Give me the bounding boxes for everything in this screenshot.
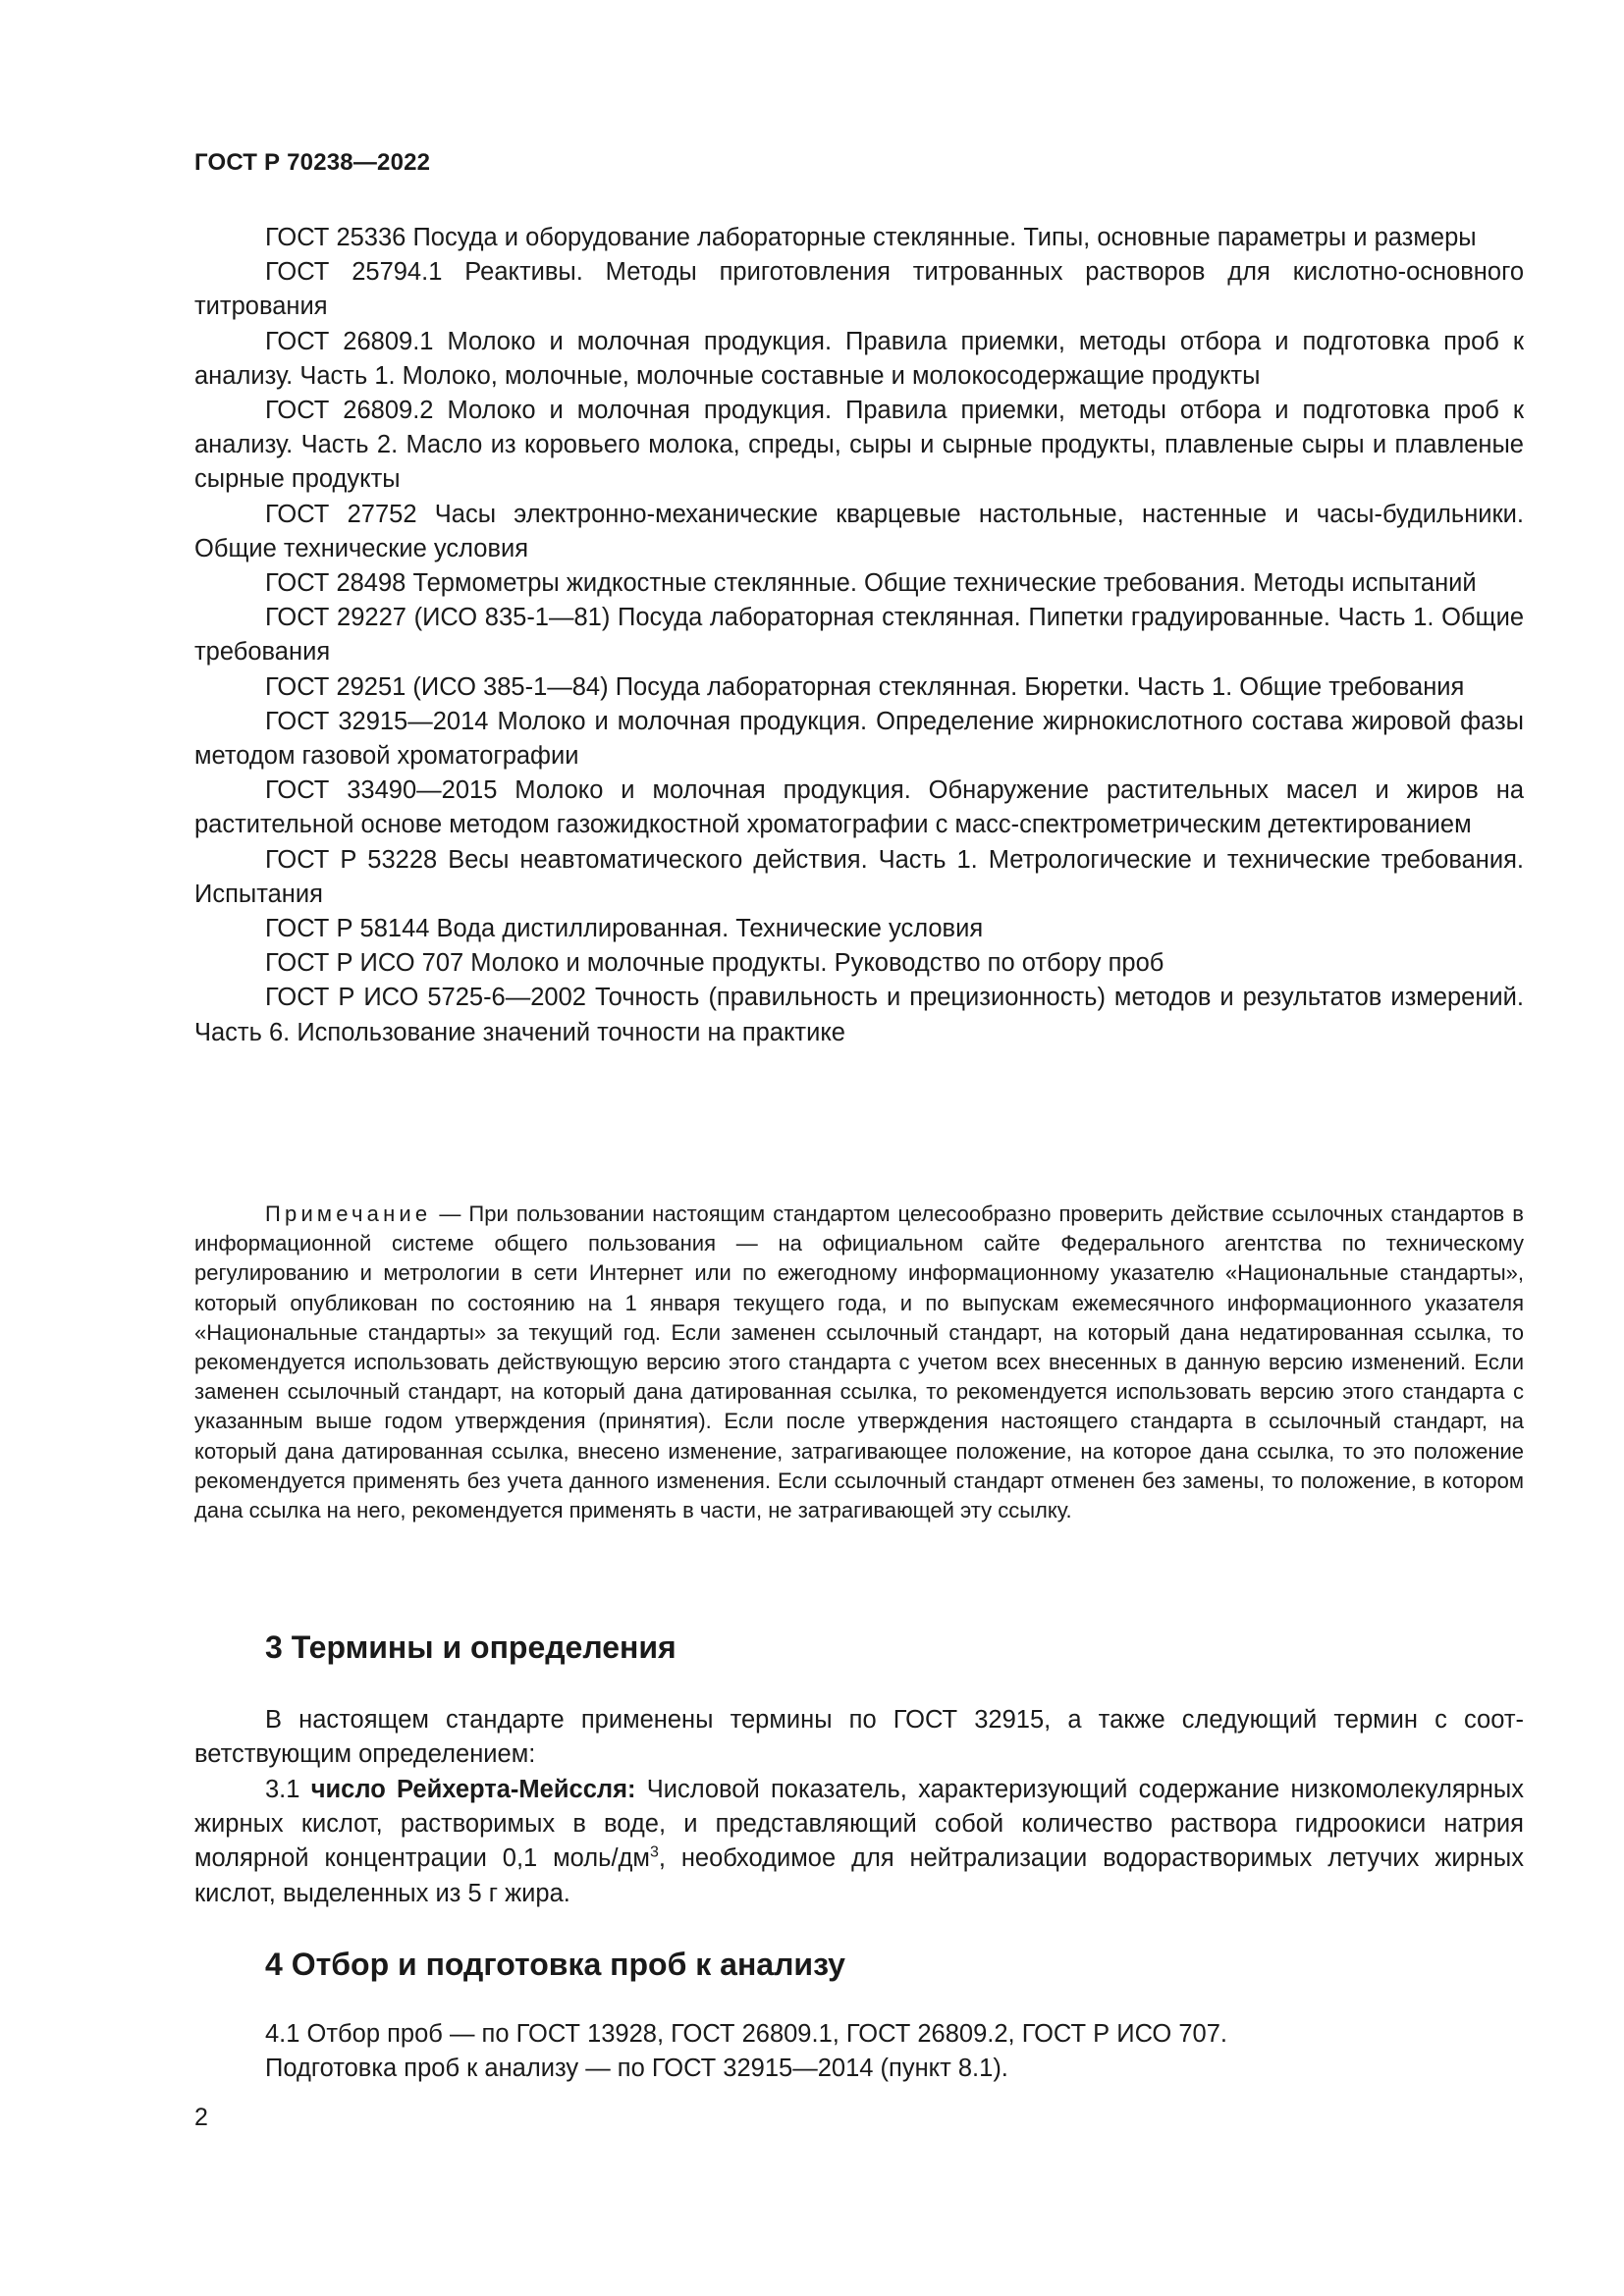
reference-title: Посуда лабораторная стеклянная. Пипетки градуированные. Часть 1. Общие требования — [194, 604, 1524, 667]
reference-title: Молоко и молочная продукция. Определение жирнокислотного состава жировой фазы методом газовой хроматографии — [194, 707, 1524, 771]
reference-code: ГОСТ 32915—2014 — [265, 707, 489, 735]
reference-item — [194, 981, 1524, 1049]
section-4-paragraph-2: Подготовка проб к анализу — по ГОСТ 32915—2014 (пункт 8.1). — [265, 2055, 1008, 2082]
reference-title: Посуда и оборудование лабораторные стеклянные. Типы, основные параметры и размеры — [412, 224, 1477, 251]
reference-code: ГОСТ 25336 — [265, 224, 406, 251]
reference-code: ГОСТ 29251 (ИСО 385-1—84) — [265, 672, 609, 701]
reference-code: ГОСТ 26809.2 — [265, 397, 434, 425]
reference-code: ГОСТ Р 53228 — [265, 845, 438, 874]
definition-text-part1: Числовой показатель, характеризующий содержание низкомолекулярных жирных кислот, растворимых в воде, и представляющий собой количество раствора гидроокиси натрия молярной концентрации 0,1 моль/дм — [194, 1776, 1524, 1873]
reference-item — [194, 255, 1524, 324]
note-text: — При пользовании настоящим стандартом целесообразно проверить действие ссылочных стандартов в информационной системе общего пользования — на официальном сайте Федерального агентства по техническому регулированию и метрологии в сети Интернет или по ежегодному информационному указателю «Национальные стандарты», который опубликован по состоянию на 1 января текущего года, и по выпускам ежемесячного информационного указателя «Национальные стандарты» за текущий год. Если заменен ссылочный стандарт, на который дана недатированная ссылка, то рекомендуется использовать действующую версию этого стандарта с учетом всех внесенных в данную версию изменений. Если заменен ссылочный стандарт, на который дана датированная ссылка, то рекомендуется использовать версию этого стандарта с указанным выше годом утверждения (принятия). Если после утверждения настоящего стандарта в ссылочный стандарт, на который дана датированная ссылка, внесено изменение, затрагивающее положение, на которое дана ссылка, то это положение рекомендуется применять без учета данного изменения. Если ссылочный стандарт отменен без замены, то положение, в котором дана ссылка на него, рекомендуется применять в части, не затрагивающей эту ссылку. — [194, 1201, 1524, 1523]
reference-code: ГОСТ Р ИСО 5725-6—2002 — [265, 984, 586, 1012]
reference-title: Термометры жидкостные стеклянные. Общие технические требования. Методы испытаний — [412, 569, 1477, 598]
reference-title: Посуда лабораторная стеклянная. Бюретки. Часть 1. Общие требования — [615, 672, 1465, 701]
reference-code: ГОСТ 25794.1 — [265, 258, 443, 287]
reference-item — [194, 774, 1524, 842]
document-header-id: ГОСТ Р 70238—2022 — [194, 149, 431, 176]
reference-item — [194, 843, 1524, 912]
reference-title: Реактивы. Методы приготовления титрованных растворов для кислотно-основного титрования — [194, 258, 1524, 321]
term-name: число Рейхерта-Мейссля: — [310, 1776, 636, 1803]
reference-code: ГОСТ 33490—2015 — [265, 776, 498, 805]
definition-superscript: 3 — [649, 1843, 659, 1861]
reference-item — [194, 670, 1524, 705]
reference-code: ГОСТ 29227 (ИСО 835-1—81) — [265, 604, 611, 632]
reference-title: Молоко и молочная продукция. Правила приемки, методы отбора и подготовка проб к анализу. Часть 2. Масло из коровьего молока, спреды, сыры и сырные продукты, плавленые сыры и плавленые сырные продукты — [194, 397, 1524, 494]
section-4-title: 4 Отбор и подготовка проб к анализу — [265, 1947, 845, 1982]
reference-code: ГОСТ Р 58144 — [265, 915, 430, 943]
note-label: Примечание — [265, 1201, 432, 1226]
reference-item — [194, 946, 1524, 981]
page-number: 2 — [194, 2104, 208, 2131]
reference-title: Молоко и молочная продукция. Обнаружение растительных масел и жиров на растительной основе методом газожидкостной хроматографии с масс-спектрометрическим детектированием — [194, 776, 1524, 839]
reference-item — [194, 325, 1524, 394]
reference-title: Точность (правильность и прецизионность) методов и результатов измерений. Часть 6. Использование значений точности на практике — [194, 984, 1525, 1046]
reference-title: Молоко и молочная продукция. Правила приемки, методы отбора и подготовка проб к анализу. Часть 1. Молоко, молочные, молочные составные и молокосодержащие продукты — [194, 327, 1524, 390]
definition-number: 3.1 — [265, 1776, 300, 1803]
reference-item — [194, 705, 1524, 774]
term-definition — [194, 1773, 1524, 1911]
reference-item — [194, 394, 1524, 498]
reference-item — [194, 498, 1524, 566]
reference-code: ГОСТ 26809.1 — [265, 327, 434, 355]
section-3-intro: В настоящем стандарте применены термины по ГОСТ 32915, а также следующий термин с соответствующим определением: — [194, 1706, 1524, 1769]
reference-code: ГОСТ 28498 — [265, 569, 406, 598]
reference-item — [194, 912, 1524, 946]
reference-title: Молоко и молочные продукты. Руководство по отбору проб — [470, 949, 1164, 978]
reference-code: ГОСТ 27752 — [265, 500, 417, 528]
reference-code: ГОСТ Р ИСО 707 — [265, 949, 464, 978]
section-4-paragraph-1: 4.1 Отбор проб — по ГОСТ 13928, ГОСТ 26809.1, ГОСТ 26809.2, ГОСТ Р ИСО 707. — [265, 2020, 1227, 2048]
reference-title: Часы электронно-механические кварцевые настольные, настенные и часы-будильники. Общие технические условия — [194, 500, 1525, 562]
reference-title: Весы неавтоматического действия. Часть 1. Метрологические и технические требования. Испытания — [194, 845, 1524, 908]
reference-item — [194, 566, 1524, 601]
reference-item — [194, 221, 1524, 255]
definition-text-part2: , необходимое для нейтрализации водорастворимых летучих жирных кислот, выделенных из 5 г жира. — [194, 1844, 1524, 1907]
reference-title: Вода дистиллированная. Технические условия — [436, 915, 984, 943]
normative-references-list — [194, 221, 1524, 1050]
section-3-title: 3 Термины и определения — [265, 1629, 677, 1665]
reference-item — [194, 601, 1524, 669]
note-paragraph — [194, 1200, 1524, 1525]
